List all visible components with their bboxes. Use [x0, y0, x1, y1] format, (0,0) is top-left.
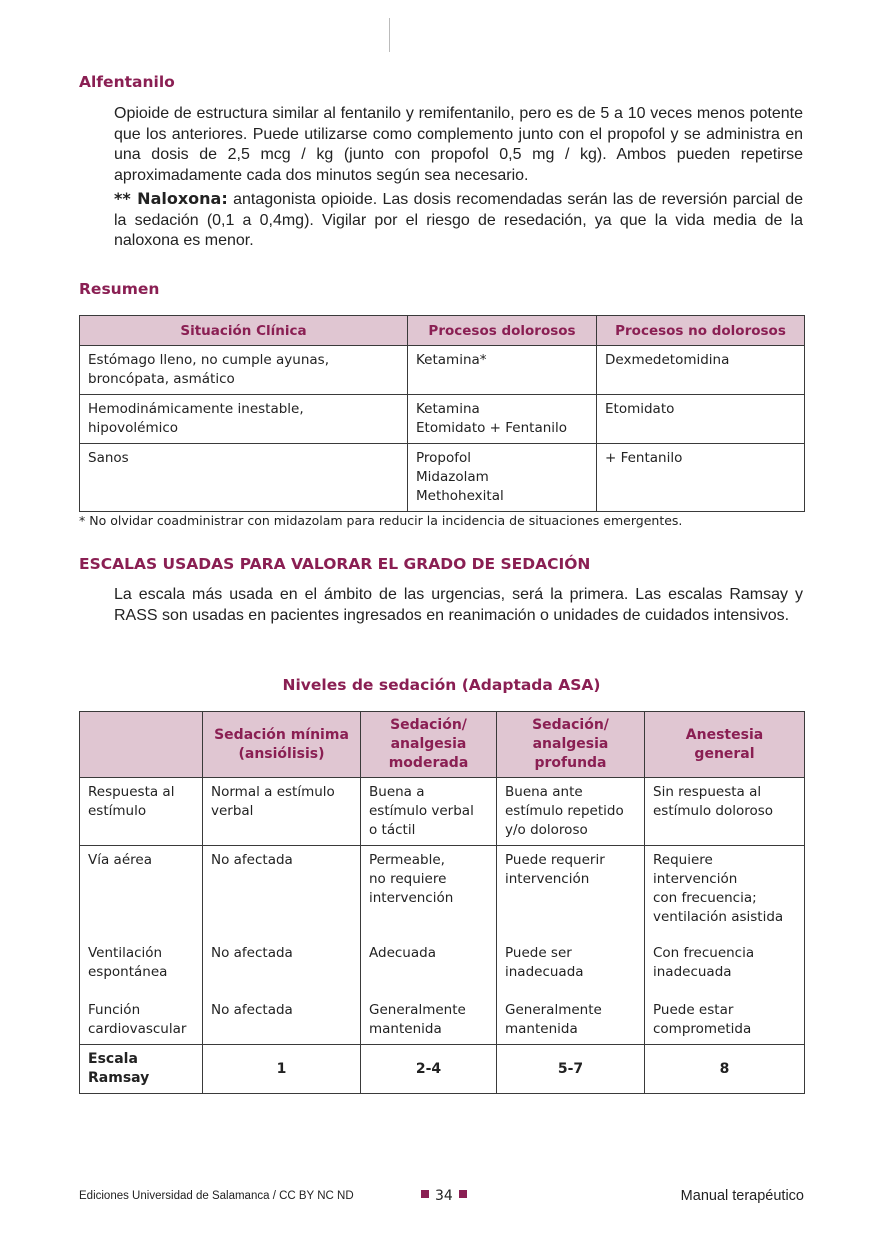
page-footer — [79, 1188, 804, 1208]
table-cell — [597, 395, 805, 444]
escalas-heading: ESCALAS USADAS PARA VALORAR EL GRADO DE SEDACIÓN — [79, 555, 591, 573]
cell-line: Permeable, — [369, 852, 445, 868]
square-bullet-icon — [459, 1190, 467, 1198]
table-cell — [645, 996, 805, 1045]
cell-line: Puede requerir — [505, 852, 605, 868]
cell-line: Etomidato — [605, 401, 675, 417]
resumen-header-dolorosos: Procesos dolorosos — [408, 316, 597, 346]
table-row — [80, 395, 805, 444]
niveles-header-empty — [80, 712, 203, 778]
cell-line: Vía aérea — [88, 852, 152, 868]
cell-line: Ramsay — [88, 1070, 150, 1086]
table-cell — [203, 846, 361, 940]
table-cell — [408, 395, 597, 444]
table-cell — [408, 346, 597, 395]
cell-line: intervención — [369, 890, 454, 906]
cell-line: broncópata, asmático — [88, 371, 235, 387]
cell-line: cardiovascular — [88, 1021, 187, 1037]
cell-line: estímulo verbal — [369, 803, 474, 819]
cell-line: mantenida — [369, 1021, 442, 1037]
header-line: Sedación/ — [532, 717, 609, 733]
resumen-header-row — [80, 316, 805, 346]
table-cell — [408, 444, 597, 512]
header-line: Sedación/ — [390, 717, 467, 733]
naloxona-text: antagonista opioide. Las dosis recomendadas serán las de reversión parcial de la sedación (0,1 a 0,4mg). Vigilar por el riesgo de resedación, ya que la vida media de la naloxona es menor. — [114, 191, 804, 249]
table-row — [80, 346, 805, 395]
niveles-header-profunda — [497, 712, 645, 778]
cell-line: comprometida — [653, 1021, 752, 1037]
cell-line: Generalmente — [505, 1002, 602, 1018]
cell-line: estímulo doloroso — [653, 803, 774, 819]
table-cell — [645, 939, 805, 996]
cell-line: Normal a estímulo — [211, 784, 335, 800]
table-cell — [203, 996, 361, 1045]
footer-title: Manual terapéutico — [680, 1188, 804, 1204]
row-label — [80, 778, 203, 846]
footer-publisher: Ediciones Universidad de Salamanca / CC BY NC ND — [79, 1190, 354, 1202]
cell-line: intervención — [653, 871, 738, 887]
table-cell — [361, 996, 497, 1045]
cell-line: Hemodinámicamente inestable, — [88, 401, 304, 417]
table-cell — [203, 778, 361, 846]
resumen-heading: Resumen — [79, 280, 160, 298]
cell-line: no requiere — [369, 871, 447, 887]
cell-line: Generalmente — [369, 1002, 466, 1018]
cell-line: estímulo repetido — [505, 803, 624, 819]
row-label — [80, 939, 203, 996]
cell-line: No afectada — [211, 945, 293, 961]
cell-line: y/o doloroso — [505, 822, 588, 838]
row-label — [80, 846, 203, 940]
cell-line: Sin respuesta al — [653, 784, 762, 800]
niveles-header-moderada — [361, 712, 497, 778]
table-cell — [645, 778, 805, 846]
header-line: profunda — [534, 755, 607, 771]
cell-line: inadecuada — [653, 964, 732, 980]
page-number: 34 — [435, 1188, 453, 1204]
table-cell — [361, 939, 497, 996]
cell-line: Función — [88, 1002, 141, 1018]
cell-line: Etomidato + Fentanilo — [416, 420, 568, 436]
escalas-paragraph: La escala más usada en el ámbito de las urgencias, será la primera. Las escalas Ramsay y RASS son usadas en pacientes ingresados en reanimación o unidades de cuidados intensivos. — [114, 586, 803, 624]
table-cell — [80, 395, 408, 444]
cell-line: Respuesta al — [88, 784, 175, 800]
cell-line: Dexmedetomidina — [605, 352, 730, 368]
alfentanilo-paragraph: Opioide de estructura similar al fentanilo y remifentanilo, pero es de 5 a 10 veces menos potente que los anteriores. Puede utilizarse como complemento junto con el propofol y se administra en una dosis de 2,5 mcg / kg (junto con propofol 0,5 mg / kg). Ambos pueden repetirse aproximadamente cada dos minutos según sea necesario. — [114, 105, 803, 184]
table-row — [80, 846, 805, 940]
header-line: Anestesia — [685, 726, 764, 743]
cell-line: verbal — [211, 803, 254, 819]
naloxona-label: ** Naloxona: — [114, 189, 228, 208]
resumen-header-situacion: Situación Clínica — [80, 316, 408, 346]
header-line: Sedación mínima — [214, 726, 349, 743]
page-top-divider — [389, 18, 390, 52]
header-line: analgesia — [390, 736, 467, 752]
cell-line: Adecuada — [369, 945, 436, 961]
ramsay-label — [80, 1045, 203, 1094]
cell-line: Buena a — [369, 784, 425, 800]
cell-line: Requiere — [653, 852, 713, 868]
table-cell — [497, 939, 645, 996]
cell-line: Ventilación — [88, 945, 163, 961]
cell-line: Methohexital — [416, 488, 504, 504]
resumen-table — [79, 315, 805, 512]
cell-line: No afectada — [211, 1002, 293, 1018]
table-row — [80, 444, 805, 512]
cell-line: Sanos — [88, 450, 129, 466]
table-cell — [597, 444, 805, 512]
ramsay-value: 1 — [203, 1045, 361, 1094]
resumen-header-no-dolorosos: Procesos no dolorosos — [597, 316, 805, 346]
resumen-footnote: * No olvidar coadministrar con midazolam para reducir la incidencia de situaciones emergentes. — [79, 513, 683, 528]
cell-line: intervención — [505, 871, 590, 887]
cell-line: espontánea — [88, 964, 168, 980]
niveles-caption: Niveles de sedación (Adaptada ASA) — [282, 676, 601, 694]
cell-line: Ketamina* — [416, 352, 487, 368]
ramsay-value: 8 — [645, 1045, 805, 1094]
square-bullet-icon — [421, 1190, 429, 1198]
table-cell — [645, 846, 805, 940]
table-cell — [361, 778, 497, 846]
cell-line: inadecuada — [505, 964, 584, 980]
niveles-header-minima — [203, 712, 361, 778]
table-cell — [497, 778, 645, 846]
header-line: moderada — [388, 755, 469, 771]
ramsay-row — [80, 1045, 805, 1094]
cell-line: Estómago lleno, no cumple ayunas, — [88, 352, 329, 368]
cell-line: mantenida — [505, 1021, 578, 1037]
table-cell — [203, 939, 361, 996]
cell-line: + Fentanilo — [605, 450, 683, 466]
table-cell — [597, 346, 805, 395]
table-cell — [80, 444, 408, 512]
table-row — [80, 996, 805, 1045]
cell-line: hipovolémico — [88, 420, 179, 436]
cell-line: No afectada — [211, 852, 293, 868]
table-cell — [497, 996, 645, 1045]
table-cell — [80, 346, 408, 395]
header-line: (ansiólisis) — [238, 745, 325, 762]
alfentanilo-heading: Alfentanilo — [79, 73, 175, 91]
cell-line: Ketamina — [416, 401, 480, 417]
cell-line: Propofol — [416, 450, 472, 466]
cell-line: Con frecuencia — [653, 945, 755, 961]
ramsay-value: 5-7 — [497, 1045, 645, 1094]
niveles-header-row — [80, 712, 805, 778]
cell-line: o táctil — [369, 822, 416, 838]
cell-line: Puede estar — [653, 1002, 734, 1018]
row-label — [80, 996, 203, 1045]
cell-line: Buena ante — [505, 784, 583, 800]
header-line: analgesia — [532, 736, 609, 752]
table-row — [80, 778, 805, 846]
cell-line: ventilación asistida — [653, 909, 784, 925]
table-row — [80, 939, 805, 996]
ramsay-value: 2-4 — [361, 1045, 497, 1094]
naloxona-paragraph — [114, 189, 803, 252]
cell-line: Midazolam — [416, 469, 489, 485]
footer-page-number — [415, 1188, 473, 1204]
niveles-header-anestesia — [645, 712, 805, 778]
niveles-table — [79, 711, 805, 1094]
table-cell — [497, 846, 645, 940]
cell-line: Escala — [88, 1051, 138, 1067]
cell-line: con frecuencia; — [653, 890, 757, 906]
table-cell — [361, 846, 497, 940]
cell-line: Puede ser — [505, 945, 572, 961]
cell-line: estímulo — [88, 803, 147, 819]
header-line: general — [694, 745, 755, 762]
